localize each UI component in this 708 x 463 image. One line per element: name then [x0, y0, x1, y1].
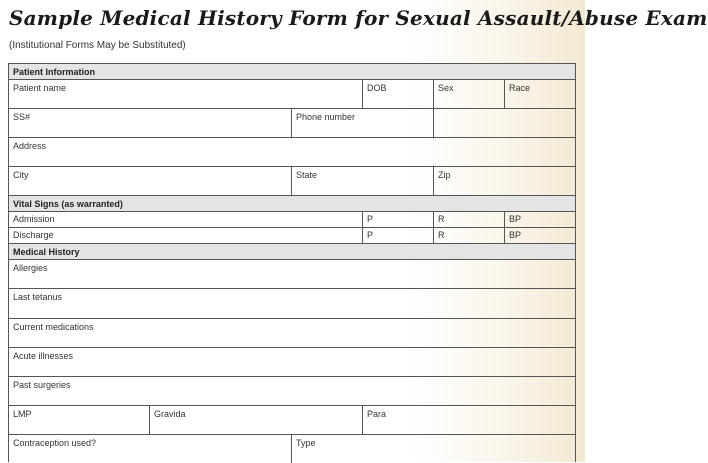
zip-field[interactable]: Zip: [438, 170, 451, 180]
dob-field[interactable]: DOB: [363, 80, 434, 108]
form-row-ssn: [9, 109, 575, 138]
contraception-field[interactable]: Contraception used?: [9, 435, 292, 463]
gravida-field[interactable]: Gravida: [150, 406, 363, 434]
last-tetanus-field[interactable]: Last tetanus: [13, 292, 63, 302]
section-title: Patient Information: [13, 67, 96, 77]
section-header-vital-signs: [9, 196, 575, 212]
section-title: Medical History: [13, 247, 80, 257]
form-row-contraception: [9, 435, 575, 463]
discharge-label: Discharge: [9, 228, 363, 243]
form-title: Sample Medical History Form for Sexual Assault/Abuse Exam: [9, 6, 708, 30]
discharge-respiration-field[interactable]: R: [434, 228, 505, 243]
admission-pulse-field[interactable]: P: [363, 212, 434, 227]
form-row-discharge: [9, 228, 575, 244]
contraception-type-field[interactable]: Type: [296, 438, 316, 448]
section-title: Vital Signs (as warranted): [13, 199, 123, 209]
ssn-field[interactable]: SS#: [9, 109, 292, 137]
lmp-field[interactable]: LMP: [9, 406, 150, 434]
admission-respiration-field[interactable]: R: [434, 212, 505, 227]
form-row-acute-illnesses: [9, 348, 575, 377]
allergies-field[interactable]: Allergies: [13, 263, 48, 273]
form-row-current-medications: [9, 319, 575, 348]
form-row-patient-name: [9, 80, 575, 109]
discharge-bp-field[interactable]: BP: [509, 230, 522, 240]
past-surgeries-field[interactable]: Past surgeries: [13, 380, 71, 390]
phone-number-extra-field[interactable]: [434, 109, 575, 137]
form-row-address: [9, 138, 575, 167]
city-field[interactable]: City: [9, 167, 292, 195]
state-field[interactable]: State: [292, 167, 434, 195]
form-row-past-surgeries: [9, 377, 575, 406]
phone-number-field[interactable]: Phone number: [292, 109, 434, 137]
race-field[interactable]: Race: [509, 83, 531, 93]
form-row-allergies: [9, 260, 575, 289]
patient-name-field[interactable]: Patient name: [9, 80, 363, 108]
section-header-medical-history: [9, 244, 575, 260]
form-subtitle: (Institutional Forms May be Substituted): [9, 40, 186, 51]
address-field[interactable]: Address: [13, 141, 47, 151]
para-field[interactable]: Para: [367, 409, 387, 419]
discharge-pulse-field[interactable]: P: [363, 228, 434, 243]
admission-label: Admission: [9, 212, 363, 227]
form-row-city: [9, 167, 575, 196]
admission-bp-field[interactable]: BP: [509, 214, 522, 224]
sex-field[interactable]: Sex: [434, 80, 505, 108]
current-medications-field[interactable]: Current medications: [13, 322, 94, 332]
section-header-patient-information: [9, 64, 575, 80]
form-row-lmp: [9, 406, 575, 435]
form-row-admission: [9, 212, 575, 228]
acute-illnesses-field[interactable]: Acute illnesses: [13, 351, 74, 361]
medical-history-form: [8, 63, 576, 462]
form-row-last-tetanus: [9, 289, 575, 319]
